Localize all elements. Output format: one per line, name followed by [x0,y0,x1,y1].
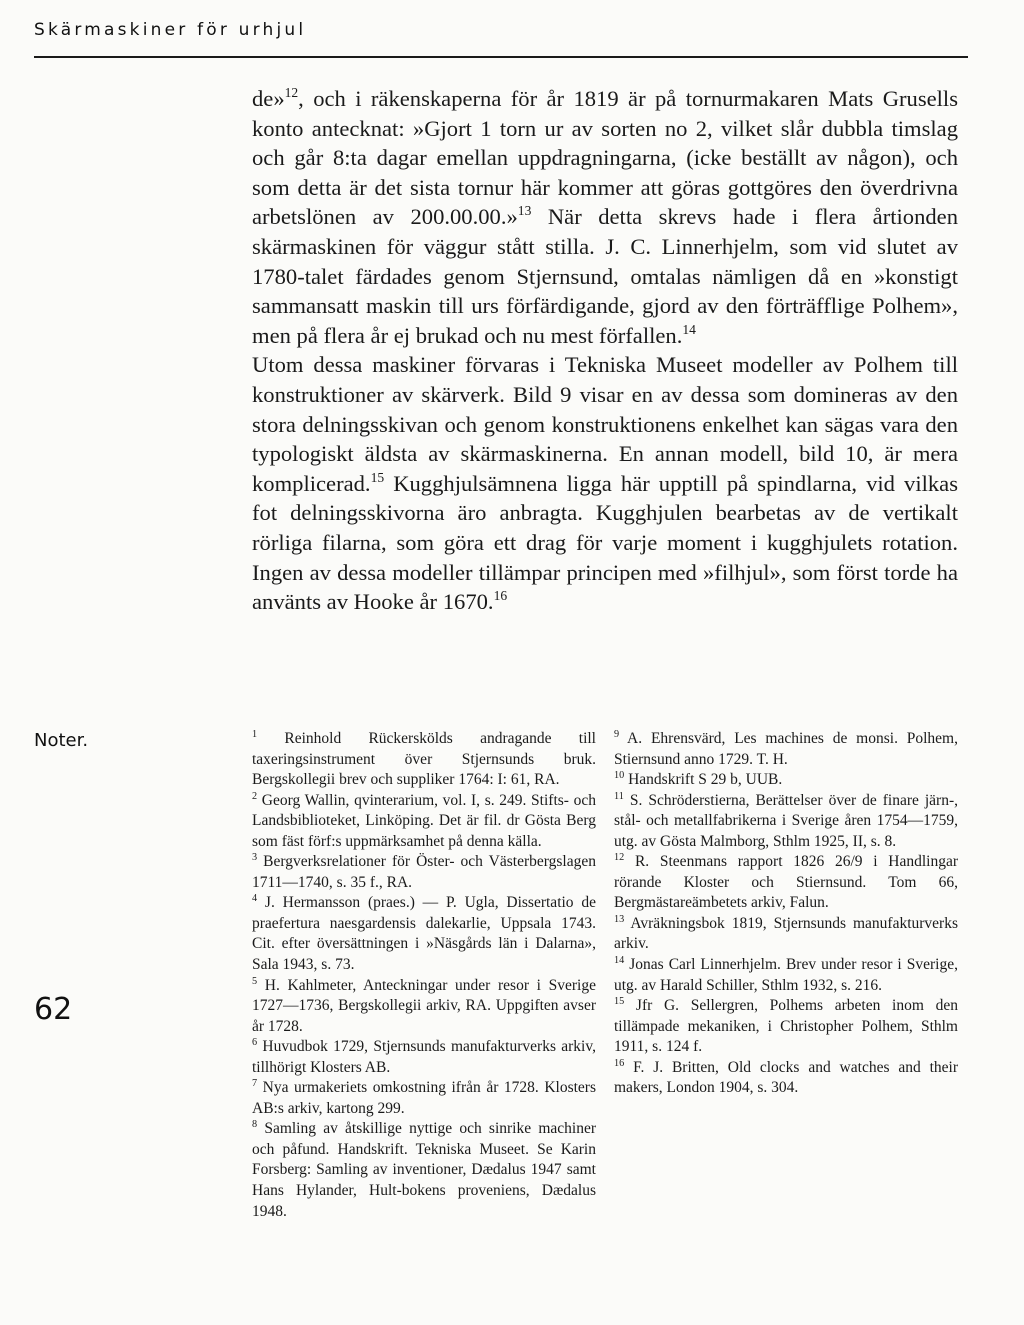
notes-column-right [614,729,958,1099]
footnote-number: 14 [614,954,625,966]
footnote-text: Bergverksrelationer för Öster- och Västerbergslagen 1711—1740, s. 35 f., RA. [252,853,596,891]
footnote [614,955,958,996]
footnote-text: Avräkningsbok 1819, Stjernsunds manufakturverks arkiv. [614,914,958,953]
running-head: Skärmaskiner för urhjul [34,20,307,40]
footnote-number: 16 [614,1057,625,1069]
footnote [614,791,958,853]
footnote [614,770,958,791]
footnote [252,1119,596,1222]
footnote [252,893,596,975]
footnote-number: 12 [614,852,625,864]
footnote-reference: 12 [284,84,299,100]
footnote-text: H. Kahlmeter, Anteckningar under resor i Sverige 1727—1736, Bergskollegii arkiv, RA. Uppgiften avser år 1728. [252,976,596,1035]
page-number: 62 [34,992,73,1027]
footnote-text: Jfr G. Sellergren, Polhems arbeten inom den tillämpade mekaniken, i Christopher Polhem, Sthlm 1911, s. 124 f. [614,997,958,1056]
footnote-text: Reinhold Rückerskölds andragande till taxeringsinstrument över Stjernsunds bruk. Bergskollegii brev och suppliker 1764: I: 61, RA. [252,730,596,789]
footnote-number: 8 [252,1119,258,1131]
footnote-number: 5 [252,975,258,987]
body-text: de» [252,86,285,111]
footnote-text: F. J. Britten, Old clocks and watches and their makers, London 1904, s. 304. [614,1058,958,1097]
footnote-text: Jonas Carl Linnerhjelm. Brev under resor i Sverige, utg. av Harald Schiller, Sthlm 1932, s. 216. [614,956,958,994]
footnote-text: Handskrift S 29 b, UUB. [624,771,783,789]
footnote [614,914,958,955]
footnote [614,852,958,914]
footnote-number: 4 [252,893,258,905]
footnote-text: J. Hermansson (praes.) — P. Ugla, Dissertatio de praefertura naesgardensis dalekarlie, Uppsala 1743. Cit. efter översättningen i »Näsgårds län i Dalarna», Sala 1943, s. 73. [252,894,596,974]
body-paragraph [252,84,958,350]
body-text: , och i räkenskaperna för år 1819 är på tornurmakaren Mats Grusells konto antecknat: »Gjort 1 torn ur av sorten no 2, vilket slår dubbla timslag och går 8:ta dagar emellan uppdragningarna, (icke beställt av någon), och som detta är det sista tornur här kommer att göras gottgöres den överdrivna arbetslönen av 200.00.00.» [252,86,958,230]
footnote [252,852,596,893]
body-text: När detta skrevs hade i flera årtionden skärmaskinen för väggur stått stilla. J. C. Linnerhjelm, som vid slutet av 1780-talet färdades genom Stjernsund, omtalas nämligen då en »konstigt sammansatt maskin till urs förfärdigande, gjord av den förträfflige Polhem», men på flera år ej brukad och nu mest förfallen. [252,204,958,348]
footnote-reference: 15 [370,469,385,485]
footnote-number: 10 [614,769,625,781]
body-paragraph [252,350,958,616]
footnote [614,729,958,770]
footnote-number: 9 [614,728,620,740]
footnote [252,729,596,791]
footnote-number: 3 [252,852,258,864]
footnote [252,976,596,1038]
footnote-reference: 13 [517,203,532,219]
body-text: Kugghjulsämnena ligga här upptill på spindlarna, vid vilkas fot delningsskivorna äro anbragta. Kugghjulen bearbetas av de vertikalt rörliga filarna, som göra ett drag för varje moment i kugghjulets rotation. Ingen av dessa modeller tillämpar principen med »filhjul», som först torde ha använts av Hooke år 1670. [252,470,958,615]
footnote-text: Georg Wallin, qvinterarium, vol. I, s. 249. Stifts- och Landsbiblioteket, Linköping. Det är fil. dr Gösta Berg som fäst förf:s uppmärksamhet på denna källa. [252,791,596,850]
footnote-text: Huvudbok 1729, Stjernsunds manufakturverks arkiv, tillhörigt Klosters AB. [252,1038,596,1076]
footnote-number: 15 [614,995,625,1007]
notes-heading: Noter. [34,730,89,751]
footnote-text: R. Steenmans rapport 1826 26/9 i Handlingar rörande Kloster och Stiernsund. Tom 66, Bergmästareämbetets arkiv, Falun. [614,853,958,912]
footnote-number: 6 [252,1037,258,1049]
footnote-number: 7 [252,1078,258,1090]
footnote [252,1037,596,1078]
footnote [614,996,958,1058]
footnote-reference: 14 [682,321,696,337]
header-rule [34,56,968,58]
footnote-number: 13 [614,913,625,925]
body-text: Utom dessa maskiner förvaras i Tekniska Museet modeller av Polhem till konstruktioner av skärverk. Bild 9 visar en av dessa som domineras av den stora delningsskivan och genom konstruktionens enkelhet kan sägas vara den typologiskt äldsta av skärmaskinerna. En annan modell, bild 10, är mera komplicerad. [252,352,958,496]
footnote-text: S. Schröderstierna, Berättelser över de finare järn-, stål- och metallfabrikerna i Sverige åren 1754—1759, utg. av Gösta Malmborg, Sthlm 1925, II, s. 8. [614,791,958,850]
footnote-text: A. Ehrensvärd, Les machines de monsi. Polhem, Stiernsund anno 1729. T. H. [614,730,958,768]
footnote-number: 2 [252,790,258,802]
footnote-text: Samling av åtskillige nyttige och sinrike machiner och påfund. Handskrift. Tekniska Museet. Se Karin Forsberg: Samling av inventioner, Dædalus 1947 samt Hans Hylander, Hult-bokens proveniens, Dædalus 1948. [252,1120,596,1220]
footnote [614,1058,958,1099]
footnote-text: Nya urmakeriets omkostning ifrån år 1728. Klosters AB:s arkiv, kartong 299. [252,1079,596,1117]
footnote-number: 11 [614,790,624,802]
notes-column-left [252,729,596,1222]
footnote-number: 1 [252,728,258,740]
footnote-reference: 16 [493,587,508,603]
main-text [252,84,958,617]
footnote [252,1078,596,1119]
footnote [252,791,596,853]
